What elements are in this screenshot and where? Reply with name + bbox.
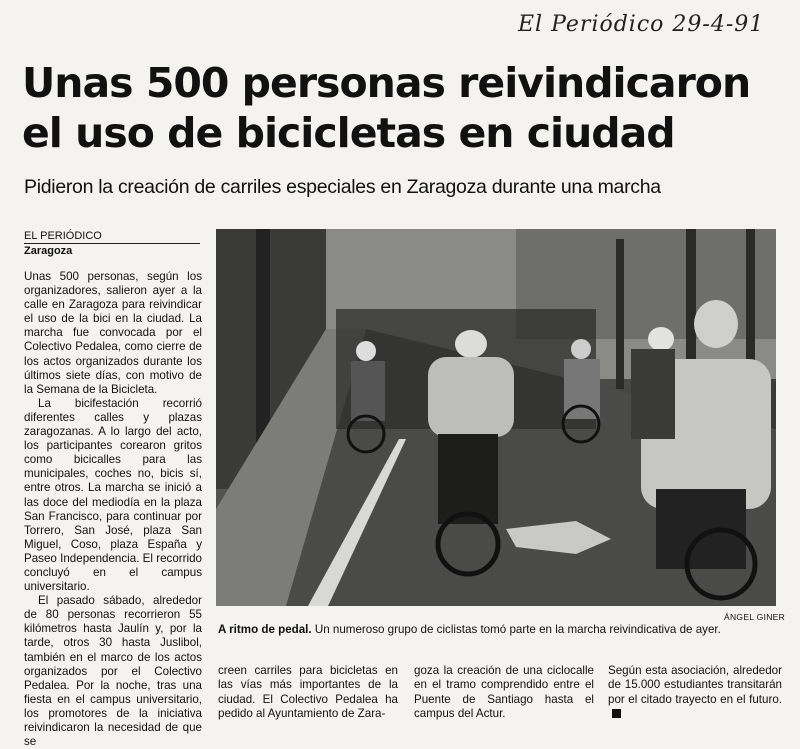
article-body-column-4 xyxy=(608,664,782,721)
headline: Unas 500 personas reivindicaron el uso de bicicletas en ciudad xyxy=(22,59,751,157)
article-body-left-column xyxy=(24,270,202,749)
photo-credit: ÁNGEL GINER xyxy=(724,612,786,622)
dateline-location: Zaragoza xyxy=(24,245,73,257)
body-paragraph-3: El pasado sábado, alrededor de 80 personas recorrieron 55 kilómetros hasta Jaulín y, por la tarde, otros 30 hasta Juslibol, también en el marco de los actos organizados por el Colectivo Pedalea. Por la noche, tras una fiesta en el campus universitario, los promotores de la iniciativa reivindicaron la necesidad de que se xyxy=(24,594,202,749)
handwritten-date-note: El Periódico 29-4-91 xyxy=(518,12,765,37)
body-column-4-paragraph xyxy=(608,664,782,721)
body-paragraph-1: Unas 500 personas, según los organizadores, salieron ayer a la calle en Zaragoza para reivindicar el uso de la bici en la ciudad. La marcha fue convocada por el Colectivo Pedalea, como cierre de los actos organizados durante los últimos siete días, con motivo de la Semana de la Bicicleta. xyxy=(24,270,202,396)
caption-text: Un numeroso grupo de ciclistas tomó parte en la marcha reivindicativa de ayer. xyxy=(311,623,721,636)
caption-lead: A ritmo de pedal. xyxy=(218,623,312,636)
newspaper-section-label: EL PERIÓDICO xyxy=(24,230,200,244)
photo-illustration xyxy=(216,229,776,606)
article-body-column-3 xyxy=(414,664,594,721)
subheadline: Pidieron la creación de carriles especiales en Zaragoza durante una marcha xyxy=(24,176,661,198)
photo-caption xyxy=(218,623,780,637)
body-paragraph-2: La bicifestación recorrió diferentes calles y plazas zaragozanas. A lo largo del acto, los participantes corearon gritos como bicicalles para las municipales, coches no, bicis sí, entre otros. La marcha se inició a las doce del mediodía en la plaza San Francisco, para continuar por Torrero, San José, plaza San Miguel, Coso, plaza España y Paseo Independencia. El recorrido concluyó en el campus universitario. xyxy=(24,396,202,594)
cyclists-march-photo xyxy=(216,229,776,606)
body-column-4-text: Según esta asociación, alrededor de 15.000 estudiantes transitarán por el citado trayecto en el futuro. xyxy=(608,664,782,706)
end-of-article-mark xyxy=(612,709,621,718)
body-column-3-text: goza la creación de una ciclocalle en el tramo comprendido entre el Puente de Santiago hasta el campus del Actur. xyxy=(414,664,594,720)
body-column-2-text: creen carriles para bicicletas en las vías más importantes de la ciudad. El Colectivo Pedalea ha pedido al Ayuntamiento de Zara- xyxy=(218,664,398,720)
article-body-column-2 xyxy=(218,664,398,721)
